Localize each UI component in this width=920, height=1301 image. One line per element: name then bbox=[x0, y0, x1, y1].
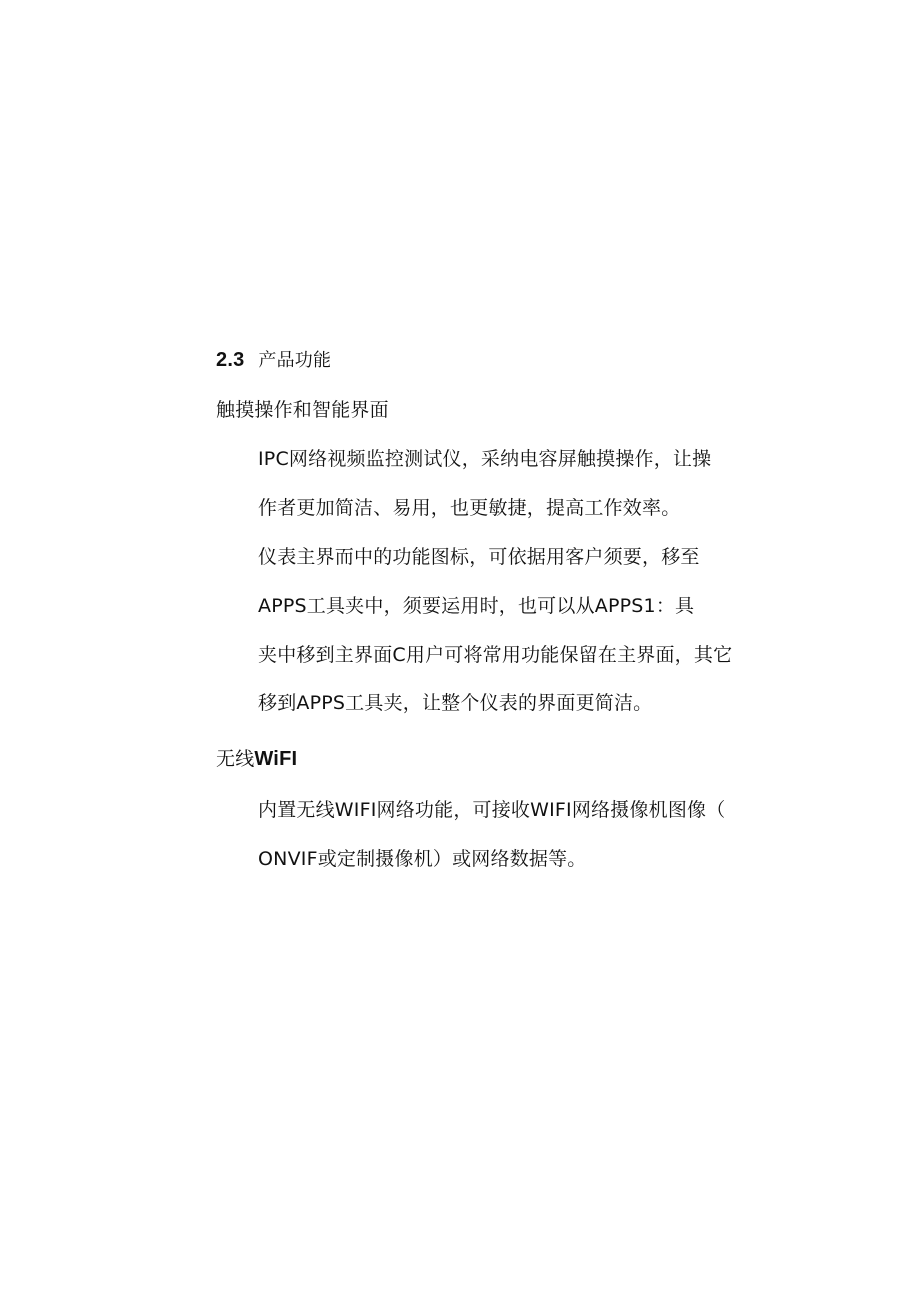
touch-paragraph-line: 移到APPS工具夹，让整个仪表的界面更简洁。 bbox=[258, 692, 653, 714]
wifi-heading bbox=[216, 747, 297, 771]
wifi-heading-bold: WiFI bbox=[254, 748, 298, 770]
touch-paragraph-line: 作者更加简洁、易用，也更敏捷，提高工作效率。 bbox=[258, 497, 681, 519]
wifi-paragraph-line: ONVIF或定制摄像机）或网络数据等。 bbox=[258, 848, 587, 870]
touch-heading: 触摸操作和智能界面 bbox=[216, 399, 389, 421]
touch-paragraph-line: 夹中移到主界面C用户可将常用功能保留在主界面，其它 bbox=[258, 644, 733, 666]
touch-paragraph-line: APPS工具夹中，须要运用时，也可以从APPS1：具 bbox=[258, 595, 695, 617]
wifi-heading-prefix: 无线 bbox=[216, 748, 255, 770]
section-number: 2.3 bbox=[216, 349, 245, 371]
section-heading bbox=[216, 348, 331, 373]
wifi-paragraph-line: 内置无线WIFI网络功能，可接收WIFI网络摄像机图像（ bbox=[258, 799, 726, 821]
touch-paragraph-line: IPC网络视频监控测试仪，采纳电容屏触摸操作，让操 bbox=[258, 448, 712, 470]
touch-paragraph-line: 仪表主界而中的功能图标，可依据用客户须要，移至 bbox=[258, 546, 700, 568]
section-title: 产品功能 bbox=[258, 350, 332, 371]
